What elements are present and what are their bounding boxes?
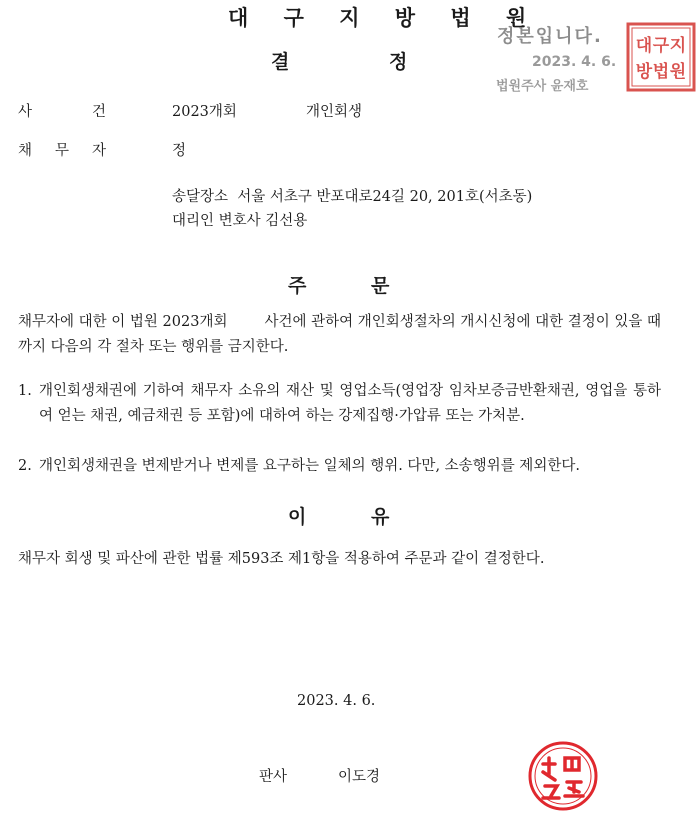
doc-type-char-1: 결 [271,51,290,73]
seal-char: 법 [652,62,670,82]
certification-official: 법원주사 윤재호 [496,79,589,94]
order-heading-char-1: 주 [288,275,307,297]
order-item-text: 개인회생채권에 기하여 채무자 소유의 재산 및 영업소득(영업장 임차보증금반환채권, 영업을 통하여 얻는 채권, 예금채권 등 포함)에 대하여 하는 강제집행·가압류 또는 가처분. [39,383,661,424]
service-address: 송달장소 서울 서초구 반포대로24길 20, 201호(서초동) [172,189,533,205]
case-name: 개인회생 [306,104,363,120]
order-item-number: 1. [18,383,32,399]
seal-char: 대 [635,36,653,56]
seal-char: 지 [669,36,687,56]
certification-seal-icon [626,22,696,92]
reason-heading-char-1: 이 [288,506,307,528]
reason-text: 채무자 회생 및 파산에 관한 법률 제593조 제1항을 적용하여 주문과 같이 결정한다. [18,551,545,567]
order-item-2 [18,454,661,479]
court-name: 대 구 지 방 법 원 [228,5,541,30]
decision-date: 2023. 4. 6. [297,693,376,709]
seal-char: 방 [635,62,653,82]
certification-date: 2023. 4. 6. [532,54,617,70]
debtor-name: 정 [172,143,187,159]
seal-char: 구 [652,36,670,56]
judge-name: 이도경 [338,769,381,785]
case-label: 사 건 [18,104,106,120]
case-number: 2023개회 [172,104,237,120]
judge-seal-icon [527,740,599,812]
order-item-1 [18,379,661,429]
order-item-number: 2. [18,458,32,474]
debtor-label: 채 무 자 [18,143,106,159]
order-item-text: 개인회생채권을 변제받거나 변제를 요구하는 일체의 행위. 다만, 소송행위를 제외한다. [39,458,580,474]
reason-heading-char-2: 유 [371,506,390,528]
order-intro: 채무자에 대한 이 법원 2023개회 사건에 관하여 개인회생절차의 개시신청에 대한 결정이 있을 때까지 다음의 각 절차 또는 행위를 금지한다. [18,314,661,355]
seal-char: 원 [669,62,687,82]
judge-title: 판사 [259,769,288,785]
doc-type-char-2: 정 [389,51,408,73]
certification-title: 정본입니다. [497,26,603,47]
order-heading-char-2: 문 [371,275,390,297]
attorney: 대리인 변호사 김선용 [172,213,308,229]
